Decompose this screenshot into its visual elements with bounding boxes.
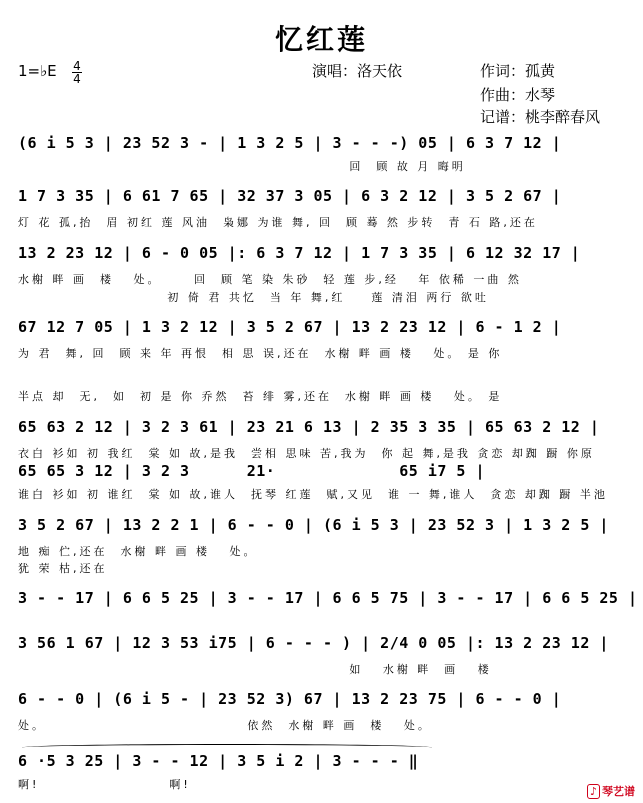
lyric-line-3b: 初 倚 君 共忆 当 年 舞,红 莲 清泪 两行 欲吐 — [18, 291, 489, 304]
time-sig-bottom: 4 — [73, 72, 81, 86]
score-line-4: 67 12 7 05 | 1 3 2 12 | 3 5 2 67 | 13 2 23 12 | 6 - 1 2 | — [18, 318, 562, 336]
lyricist-credit: 作词：孤黄 — [480, 62, 556, 80]
lyric-line-4a: 为 君 舞, 回 顾 来 年 再恨 相 思 误,还在 水榭 畔 画 楼 处。 是 你 — [18, 347, 503, 360]
lyric-line-7b: 犹 荣 枯,还在 — [18, 562, 108, 575]
transcriber-credit: 记谱：桃李醉春风 — [480, 108, 601, 126]
site-logo — [587, 783, 635, 799]
score-line-9: 3 56 1 67 | 12 3 53 i75 | 6 - - - ) | 2/4 0 05 |: 13 2 23 12 | — [18, 634, 609, 652]
time-signature — [72, 60, 82, 85]
logo-text: 琴艺谱 — [602, 785, 635, 798]
key-signature: 1=♭E — [18, 62, 57, 80]
score-line-6: 65 65 3 12 | 3 2 3 21· 65 i7 5 | — [18, 462, 486, 480]
score-line-5: 65 63 2 12 | 3 2 3 61 | 23 21 6 13 | 2 35 3 35 | 65 63 2 12 | — [18, 418, 600, 436]
lyric-line-6: 谁白 衫如 初 谁红 棠 如 故,谁人 抚琴 红莲 赋,又见 谁 一 舞,谁人 贪恋 却踟 蹰 半池 — [18, 488, 608, 501]
lyric-line-5: 衣白 衫如 初 我红 棠 如 故,是我 尝相 思味 苦,我为 你 起 舞,是我 贪恋 却踟 蹰 你原 — [18, 447, 595, 460]
score-line-7: 3 5 2 67 | 13 2 2 1 | 6 - - 0 | (6 i 5 3 | 23 52 3 | 1 3 2 5 | — [18, 516, 609, 534]
score-line-2: 1 7 3 35 | 6 61 7 65 | 32 37 3 05 | 6 3 2 12 | 3 5 2 67 | — [18, 187, 562, 205]
lyric-line-4b: 半点 却 无, 如 初 是 你 乔然 苔 绯 雾,还在 水榭 畔 画 楼 处。 是 — [18, 390, 503, 403]
song-title: 忆红莲 — [274, 23, 368, 56]
composer-credit: 作曲：水琴 — [480, 86, 556, 104]
lyric-line-3a: 水榭 畔 画 楼 处。 回 顾 笔 染 朱砂 轻 莲 步,经 年 依稀 一曲 然 — [18, 273, 522, 286]
lyric-line-9: 如 水榭 畔 画 楼 — [18, 663, 492, 676]
lyric-line-11: 啊! 啊! — [18, 778, 191, 791]
singer-credit: 演唱：洛天依 — [312, 62, 403, 80]
lyric-line-10: 处。 依然 水榭 畔 画 楼 处。 — [18, 719, 432, 732]
score-line-10: 6 - - 0 | (6 i 5 - | 23 52 3) 67 | 13 2 23 75 | 6 - - 0 | — [18, 690, 562, 708]
lyric-line-7a: 地 痴 伫,还在 水榭 畔 画 楼 处。 — [18, 545, 258, 558]
score-line-3: 13 2 23 12 | 6 - 0 05 |: 6 3 7 12 | 1 7 3 35 | 6 12 32 17 | — [18, 244, 581, 262]
score-line-1: (6 i 5 3 | 23 52 3 - | 1 3 2 5 | 3 - - -) 05 | 6 3 7 12 | — [18, 134, 562, 152]
lyric-line-1: 回 顾 故 月 晦明 — [18, 160, 466, 173]
logo-mark-icon: ♪ — [587, 784, 600, 799]
score-line-8: 3 - - 17 | 6 6 5 25 | 3 - - 17 | 6 6 5 75 | 3 - - 17 | 6 6 5 25 | — [18, 589, 638, 607]
lyric-line-2: 灯 花 孤,抬 眉 初红 莲 风油 枭娜 为谁 舞, 回 顾 蓦 然 步转 青 石 路,还在 — [18, 216, 538, 229]
score-line-11: 6 ·5 3 25 | 3 - - 12 | 3 5 i 2 | 3 - - - ‖ — [18, 752, 419, 770]
phrase-slur — [22, 744, 432, 751]
time-sig-top: 4 — [73, 59, 81, 73]
